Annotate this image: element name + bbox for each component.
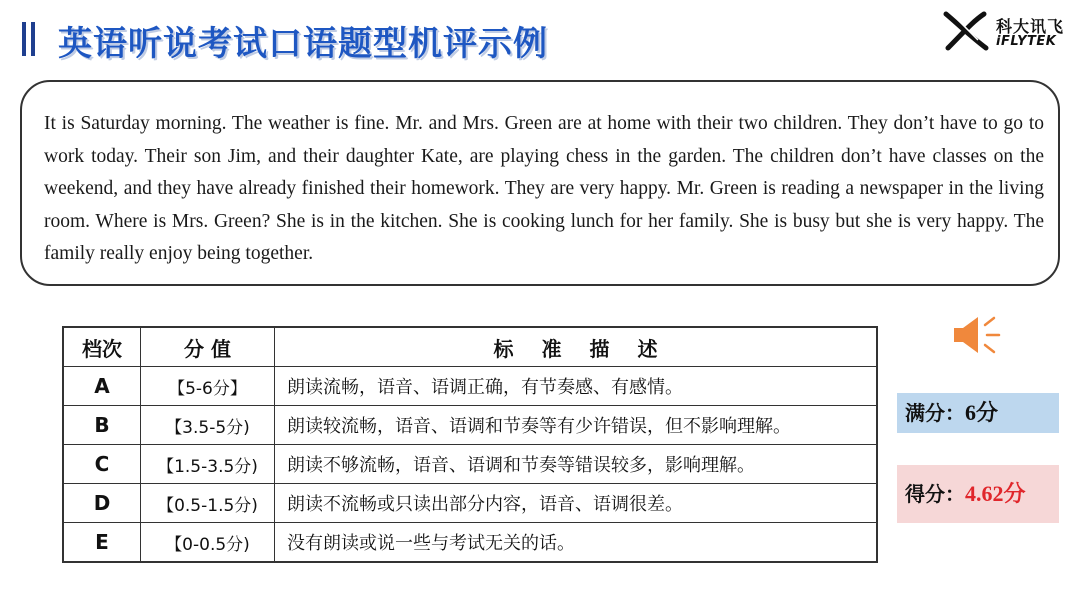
obtained-score-value: 4.62分 [965, 481, 1026, 506]
header-score: 分 值 [141, 327, 275, 367]
full-score-box [897, 393, 1059, 433]
score-range-cell: 【1.5-3.5分) [141, 445, 275, 484]
table-row [63, 406, 877, 445]
grade-cell: D [63, 484, 141, 523]
scoring-rubric-table [62, 326, 878, 563]
header-grade: 档次 [63, 327, 141, 367]
score-range-cell: 【3.5-5分) [141, 406, 275, 445]
description-cell: 朗读不流畅或只读出部分内容，语音、语调很差。 [275, 484, 878, 523]
logo-chinese-text: 科大讯飞 [996, 17, 1065, 36]
description-cell: 朗读流畅，语音、语调正确，有节奏感、有感情。 [275, 367, 878, 406]
description-cell: 朗读不够流畅，语音、语调和节奏等错误较多，影响理解。 [275, 445, 878, 484]
reading-passage-box [20, 80, 1060, 286]
header-description-text: 标准描述 [493, 336, 686, 361]
full-score-label: 满分： [905, 401, 965, 425]
score-range-cell: 【0.5-1.5分) [141, 484, 275, 523]
description-cell: 朗读较流畅，语音、语调和节奏等有少许错误，但不影响理解。 [275, 406, 878, 445]
description-cell: 没有朗读或说一些与考试无关的话。 [275, 523, 878, 563]
rubric-header-row [63, 327, 877, 367]
grade-cell: A [63, 367, 141, 406]
grade-cell: E [63, 523, 141, 563]
logo-english-text: iFLYTEK [996, 34, 1057, 49]
title-accent-bars [22, 22, 44, 56]
speaker-icon [950, 311, 1006, 359]
score-range-cell: 【5-6分】 [141, 367, 275, 406]
header-description [275, 327, 878, 367]
grade-cell: C [63, 445, 141, 484]
page-title: 英语听说考试口语题型机评示例 [58, 24, 548, 64]
table-row [63, 445, 877, 484]
table-row [63, 367, 877, 406]
score-range-cell: 【0-0.5分) [141, 523, 275, 563]
reading-passage-text: It is Saturday morning. The weather is fine. Mr. and Mrs. Green are at home with their two children. They don’t have to go to work today. Their son Jim, and their daughter Kate, are playing chess in the garden. The children don’t have classes on the weekend, and they have already finished their homework. They are very happy. Mr. Green is reading a newspaper in the living room. Where is Mrs. Green? She is in the kitchen. She is cooking lunch for her family. She is busy but she is very happy. The family really enjoy being together. [44, 113, 1044, 264]
iflytek-logo-icon [940, 10, 992, 52]
table-row [63, 484, 877, 523]
full-score-value: 6分 [965, 400, 999, 425]
table-row [63, 523, 877, 563]
obtained-score-label: 得分： [905, 482, 965, 506]
iflytek-logo [940, 10, 1076, 52]
obtained-score-box [897, 465, 1059, 523]
audio-play-button[interactable] [950, 311, 1006, 359]
grade-cell: B [63, 406, 141, 445]
